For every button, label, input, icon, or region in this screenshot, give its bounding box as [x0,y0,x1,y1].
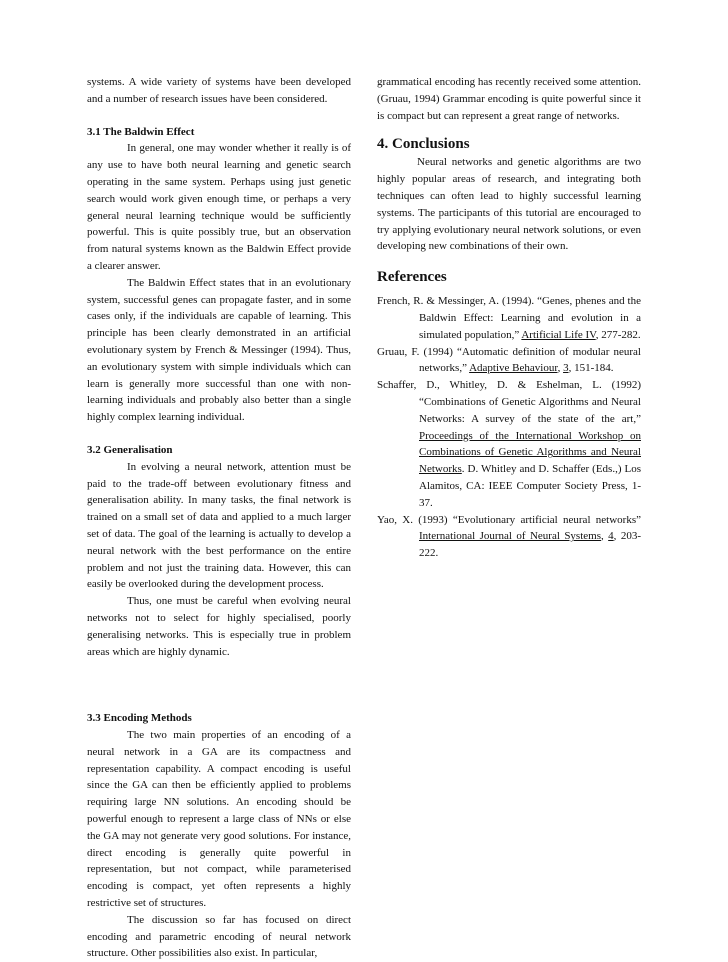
left-column [87,74,351,962]
section-3-1-heading: 3.1 The Baldwin Effect [87,125,195,138]
section-3-3-paragraph-1: The two main properties of an encoding of a neural network in a GA are its compactness and representation capability. A compact encoding is useful since the GA can then be efficiently applied to problems requiring large NN solutions. An encoding should be powerful enough to represent a large class of NNs or else the GA may not generate very good solutions. For instance, direct encoding is generally quite powerful in representation, but not compact, while parameterised encoding is compact, yet often represents a highly restrictive set of structures. [87,729,351,910]
continuation-paragraph: grammatical encoding has recently received some attention. (Gruau, 1994) Grammar encoding is quite powerful since it is compact but can represent a great range of networks. [377,76,641,122]
reference-text: , 203-222. [419,530,641,560]
reference-text: Schaffer, D., Whitley, D. & Eshelman, L. (1992) “Combinations of Genetic Algorithms and Neural Networks: A survey of the state of the art,” [377,379,641,425]
reference-text: , [601,530,609,543]
reference-schaffer-1992 [377,377,641,511]
section-3-2-paragraph-1: In evolving a neural network, attention must be paid to the trade-off between evolutionary fitness and generalisation ability. In many tasks, the final network is trained on a small set of data and applied to a much larger set of data. The goal of the learning is actually to develop a neural network with the best performance on the entire problem and not just the training data. However, this can easily be overlooked during the development process. [87,460,351,591]
reference-venue: Adaptive Behaviour [469,362,558,375]
reference-volume: 4 [608,530,614,543]
section-3-2-heading: 3.2 Generalisation [87,443,173,456]
reference-text: Gruau, F. (1994) “Automatic definition of modular neural networks,” [377,345,641,375]
reference-gruau-1994 [377,344,641,378]
reference-text: Yao, X. (1993) “Evolutionary artificial neural networks” [377,513,641,526]
intro-paragraph: systems. A wide variety of systems have been developed and a number of research issues have been considered. [87,76,351,105]
reference-french-1994 [377,293,641,343]
section-3-1-paragraph-1: In general, one may wonder whether it really is of any use to have both neural learning and genetic search operating in the same system. Perhaps using just genetic search would work given enough time, or perhaps a very general neural learning technique would be sufficiently powerful. This is quite possibly true, but an observation from natural systems known as the Baldwin Effect provide a clearer answer. [87,142,351,272]
conclusions-paragraph: Neural networks and genetic algorithms are two highly popular areas of research, and integrating both techniques can often lead to highly successful learning systems. The participants of this tutorial are encouraged to try applying evolutionary neural network solutions, or even developing new combinations of their own. [377,156,641,253]
reference-volume: 3 [563,362,569,375]
reference-yao-1993 [377,512,641,562]
reference-text: , 151-184. [568,362,614,375]
reference-text: . D. Whitley and D. Schaffer (Eds.,) Los Alamitos, CA: IEEE Computer Society Press, 1-37. [419,463,641,509]
reference-text: , 277-282. [595,328,641,341]
reference-text: French, R. & Messinger, A. (1994). “Genes, phenes and the Baldwin Effect: Learning and evolution in a simulated population,” [377,295,641,341]
reference-venue: Artificial Life IV [521,328,596,341]
section-3-1-paragraph-2: The Baldwin Effect states that in an evolutionary system, successful genes can propagate faster, and in some cases only, if the individuals are capable of learning. This principle has been clearly demonstrated in an artificial evolutionary system by French & Messinger (1994). Thus, an evolutionary system with simple individuals which can learn is generally more successful than one with non-learning individuals and probably also better than a single highly complex learning individual. [87,276,351,424]
section-3-3-heading: 3.3 Encoding Methods [87,712,192,725]
reference-venue: International Journal of Neural Systems [419,530,601,543]
reference-text: , [557,362,564,375]
references-heading: References [377,269,447,286]
section-3-3-paragraph-2: The discussion so far has focused on direct encoding and parametric encoding of neural network structure. Other possibilities also exist. In particular, [87,913,351,960]
right-column [377,74,641,562]
reference-venue: Proceedings of the International Workshop on Combinations of Genetic Algorithms and Neural Networks [419,429,641,476]
section-3-2-paragraph-2: Thus, one must be careful when evolving neural networks not to select for highly specialised, poorly generalising networks. This is especially true in problem areas which are highly dynamic. [87,595,351,658]
conclusions-heading: 4. Conclusions [377,136,470,153]
